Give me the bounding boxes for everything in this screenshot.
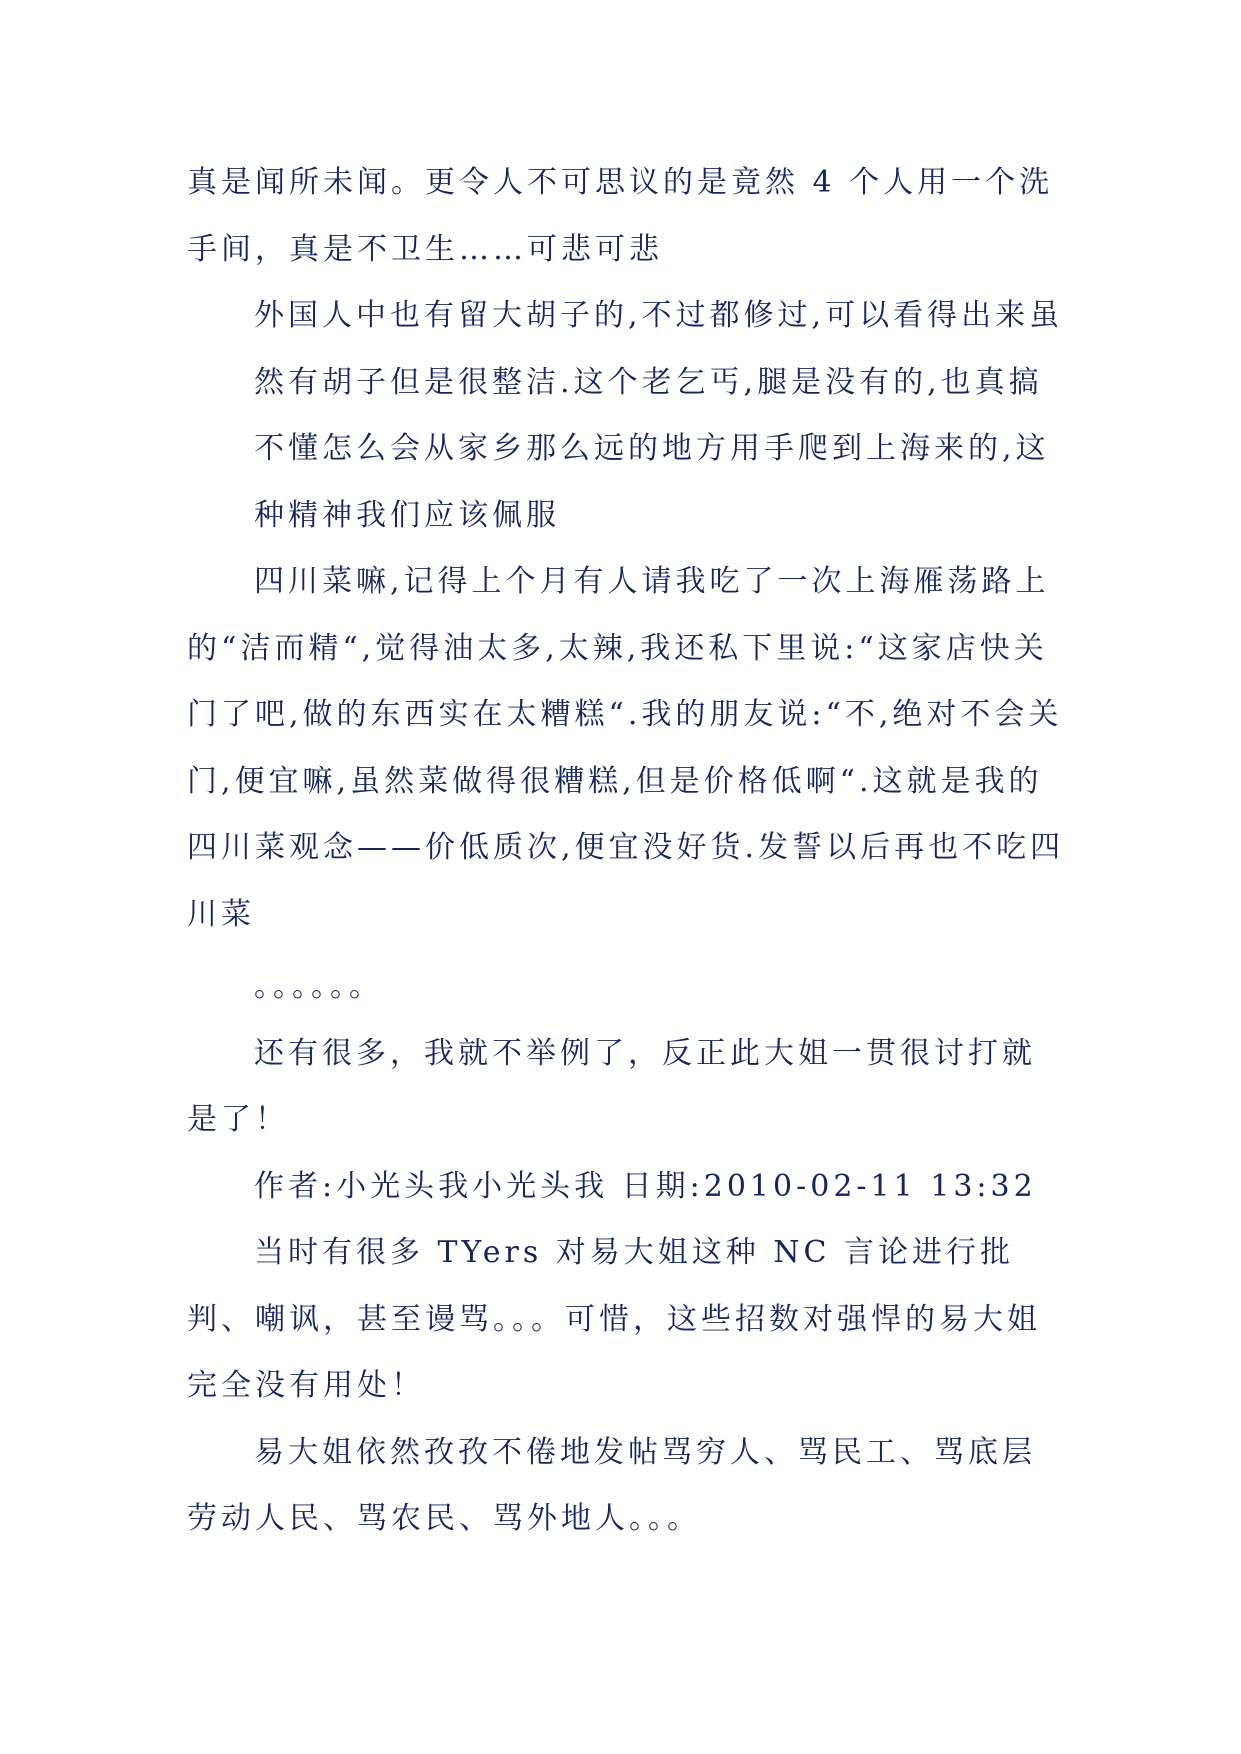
paragraph-continuation: 真是闻所未闻。更令人不可思议的是竟然 4 个人用一个洗手间，真是不卫生……可悲可悲 [187,165,1054,267]
paragraph-beard: 外国人中也有留大胡子的,不过都修过,可以看得出来虽然有胡子但是很整洁.这个老乞丐,腿是没有的,也真搞不懂怎么会从家乡那么远的地方用手爬到上海来的,这种精神我们应该佩服 [254,298,1064,533]
paragraph-more-examples: 还有很多，我就不举例了，反正此大姐一贯很讨打就是了！ [187,1035,1036,1137]
paragraph-persistence: 易大姐依然孜孜不倦地发帖骂穷人、骂民工、骂底层劳动人民、骂农民、骂外地人。。。 [187,1434,1036,1536]
paragraph-sichuan-food: 四川菜嘛,记得上个月有人请我吃了一次上海雁荡路上的“洁而精“,觉得油太多,太辣,我还私下里说:“这家店快关门了吧,做的东西实在太糟糕“.我的朋友说:“不,绝对不会关门,便宜嘛,虽然菜做得很糟糕,但是价格低啊“.这就是我的四川菜观念——价低质次,便宜没好货.发誓以后再也不吃四川菜 [187,564,1065,932]
paragraph-criticism: 当时有很多 TYers 对易大姐这种 NC 言论进行批判、嘲讽，甚至谩骂。。。可惜，这些招数对强悍的易大姐完全没有用处！ [187,1235,1041,1403]
author-date-line: 作者:小光头我小光头我 日期:2010-02-11 13:32 [254,1168,1037,1204]
document-body [187,150,1067,1553]
ellipsis-line: 。。。。。。 [254,969,383,1004]
